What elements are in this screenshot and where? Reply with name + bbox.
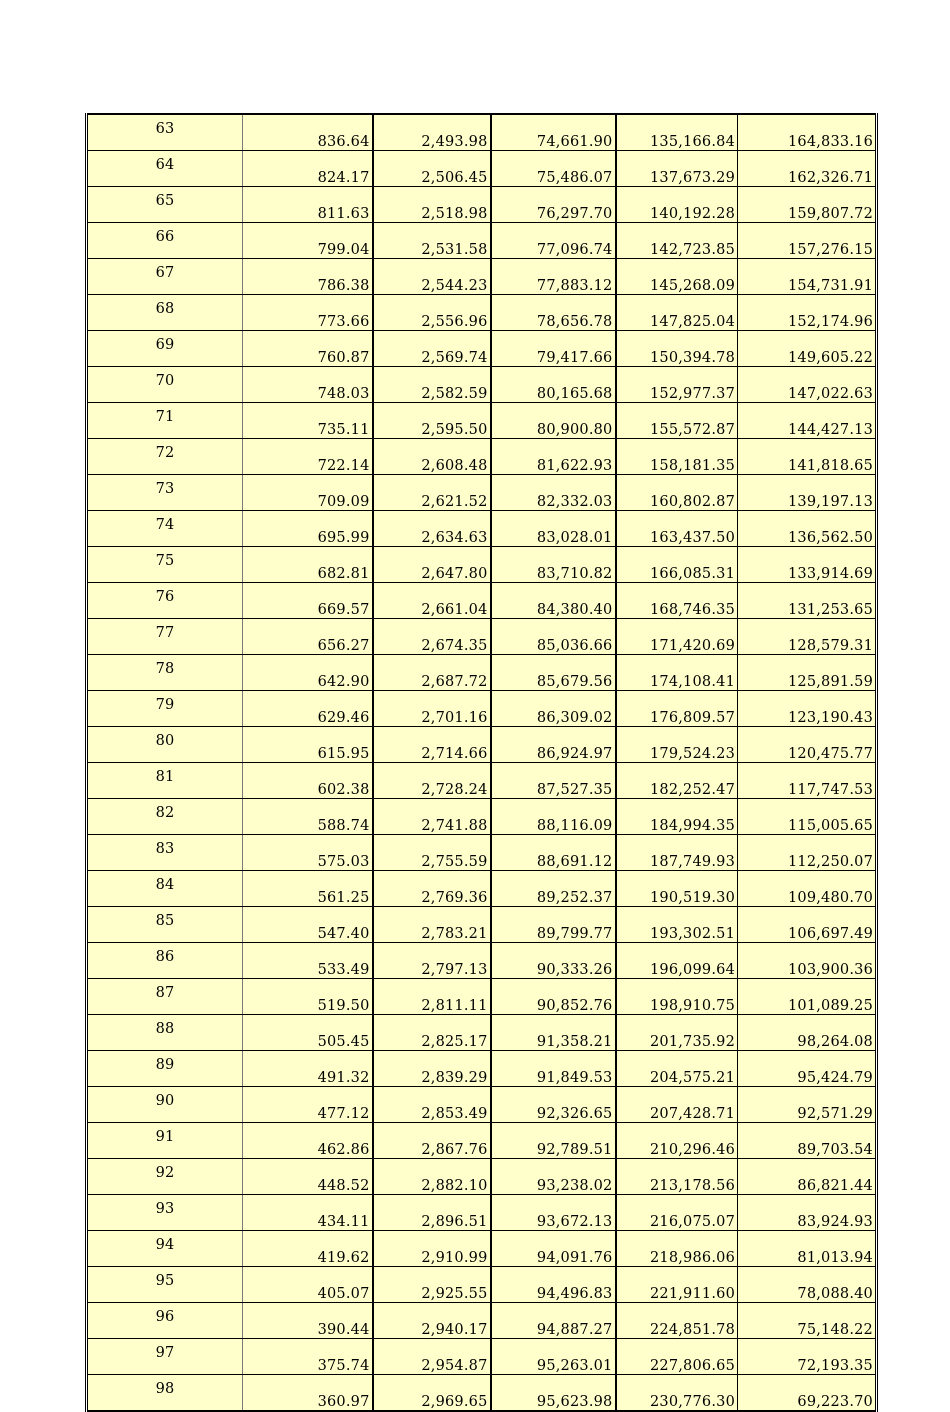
cumulative-principal-cell: 160,802.87 [616, 475, 738, 511]
table-row [87, 403, 877, 439]
balance-cell: 164,833.16 [738, 114, 877, 151]
principal-cell: 2,755.59 [373, 835, 491, 871]
table-row [87, 295, 877, 331]
balance-cell: 101,089.25 [738, 979, 877, 1015]
cumulative-principal-cell: 193,302.51 [616, 907, 738, 943]
period-cell: 81 [87, 763, 243, 799]
table-row [87, 1087, 877, 1123]
cumulative-principal-cell: 196,099.64 [616, 943, 738, 979]
interest-cell: 390.44 [243, 1303, 373, 1339]
principal-cell: 2,544.23 [373, 259, 491, 295]
balance-cell: 89,703.54 [738, 1123, 877, 1159]
period-cell: 74 [87, 511, 243, 547]
interest-cell: 709.09 [243, 475, 373, 511]
table-row [87, 979, 877, 1015]
principal-cell: 2,910.99 [373, 1231, 491, 1267]
amortization-table [85, 113, 878, 1412]
cumulative-principal-cell: 184,994.35 [616, 799, 738, 835]
interest-cell: 642.90 [243, 655, 373, 691]
period-cell: 93 [87, 1195, 243, 1231]
cumulative-principal-cell: 166,085.31 [616, 547, 738, 583]
balance-cell: 149,605.22 [738, 331, 877, 367]
interest-cell: 505.45 [243, 1015, 373, 1051]
table-row [87, 1159, 877, 1195]
cumulative-interest-cell: 83,710.82 [491, 547, 616, 583]
interest-cell: 360.97 [243, 1375, 373, 1412]
table-row [87, 1267, 877, 1303]
interest-cell: 811.63 [243, 187, 373, 223]
cumulative-principal-cell: 152,977.37 [616, 367, 738, 403]
interest-cell: 629.46 [243, 691, 373, 727]
cumulative-interest-cell: 90,333.26 [491, 943, 616, 979]
cumulative-interest-cell: 77,883.12 [491, 259, 616, 295]
table-row [87, 439, 877, 475]
cumulative-interest-cell: 82,332.03 [491, 475, 616, 511]
table-row [87, 871, 877, 907]
balance-cell: 128,579.31 [738, 619, 877, 655]
balance-cell: 162,326.71 [738, 151, 877, 187]
period-cell: 71 [87, 403, 243, 439]
cumulative-principal-cell: 207,428.71 [616, 1087, 738, 1123]
balance-cell: 152,174.96 [738, 295, 877, 331]
period-cell: 73 [87, 475, 243, 511]
interest-cell: 602.38 [243, 763, 373, 799]
interest-cell: 799.04 [243, 223, 373, 259]
principal-cell: 2,556.96 [373, 295, 491, 331]
principal-cell: 2,634.63 [373, 511, 491, 547]
cumulative-interest-cell: 90,852.76 [491, 979, 616, 1015]
period-cell: 97 [87, 1339, 243, 1375]
cumulative-principal-cell: 179,524.23 [616, 727, 738, 763]
balance-cell: 95,424.79 [738, 1051, 877, 1087]
cumulative-interest-cell: 95,623.98 [491, 1375, 616, 1412]
balance-cell: 115,005.65 [738, 799, 877, 835]
balance-cell: 139,197.13 [738, 475, 877, 511]
balance-cell: 136,562.50 [738, 511, 877, 547]
table-row [87, 583, 877, 619]
period-cell: 88 [87, 1015, 243, 1051]
period-cell: 84 [87, 871, 243, 907]
principal-cell: 2,714.66 [373, 727, 491, 763]
principal-cell: 2,621.52 [373, 475, 491, 511]
period-cell: 82 [87, 799, 243, 835]
principal-cell: 2,867.76 [373, 1123, 491, 1159]
cumulative-interest-cell: 85,679.56 [491, 655, 616, 691]
table-row [87, 835, 877, 871]
cumulative-interest-cell: 89,799.77 [491, 907, 616, 943]
cumulative-interest-cell: 89,252.37 [491, 871, 616, 907]
balance-cell: 81,013.94 [738, 1231, 877, 1267]
cumulative-principal-cell: 145,268.09 [616, 259, 738, 295]
period-cell: 89 [87, 1051, 243, 1087]
balance-cell: 125,891.59 [738, 655, 877, 691]
table-row [87, 907, 877, 943]
period-cell: 87 [87, 979, 243, 1015]
interest-cell: 419.62 [243, 1231, 373, 1267]
cumulative-principal-cell: 190,519.30 [616, 871, 738, 907]
interest-cell: 748.03 [243, 367, 373, 403]
cumulative-interest-cell: 79,417.66 [491, 331, 616, 367]
period-cell: 65 [87, 187, 243, 223]
interest-cell: 786.38 [243, 259, 373, 295]
balance-cell: 144,427.13 [738, 403, 877, 439]
cumulative-interest-cell: 81,622.93 [491, 439, 616, 475]
principal-cell: 2,940.17 [373, 1303, 491, 1339]
cumulative-principal-cell: 168,746.35 [616, 583, 738, 619]
cumulative-interest-cell: 93,238.02 [491, 1159, 616, 1195]
balance-cell: 109,480.70 [738, 871, 877, 907]
period-cell: 91 [87, 1123, 243, 1159]
table-row [87, 511, 877, 547]
principal-cell: 2,741.88 [373, 799, 491, 835]
cumulative-interest-cell: 76,297.70 [491, 187, 616, 223]
period-cell: 79 [87, 691, 243, 727]
balance-cell: 83,924.93 [738, 1195, 877, 1231]
table-row [87, 1231, 877, 1267]
table-row [87, 367, 877, 403]
table-row [87, 691, 877, 727]
principal-cell: 2,969.65 [373, 1375, 491, 1412]
table-body [87, 114, 877, 1411]
interest-cell: 561.25 [243, 871, 373, 907]
cumulative-principal-cell: 137,673.29 [616, 151, 738, 187]
cumulative-interest-cell: 88,691.12 [491, 835, 616, 871]
principal-cell: 2,811.11 [373, 979, 491, 1015]
balance-cell: 72,193.35 [738, 1339, 877, 1375]
table-row [87, 1051, 877, 1087]
principal-cell: 2,797.13 [373, 943, 491, 979]
cumulative-principal-cell: 176,809.57 [616, 691, 738, 727]
cumulative-interest-cell: 94,887.27 [491, 1303, 616, 1339]
principal-cell: 2,595.50 [373, 403, 491, 439]
cumulative-principal-cell: 158,181.35 [616, 439, 738, 475]
cumulative-interest-cell: 77,096.74 [491, 223, 616, 259]
principal-cell: 2,647.80 [373, 547, 491, 583]
interest-cell: 575.03 [243, 835, 373, 871]
principal-cell: 2,896.51 [373, 1195, 491, 1231]
period-cell: 70 [87, 367, 243, 403]
principal-cell: 2,954.87 [373, 1339, 491, 1375]
principal-cell: 2,769.36 [373, 871, 491, 907]
cumulative-interest-cell: 83,028.01 [491, 511, 616, 547]
cumulative-principal-cell: 216,075.07 [616, 1195, 738, 1231]
period-cell: 67 [87, 259, 243, 295]
cumulative-principal-cell: 150,394.78 [616, 331, 738, 367]
cumulative-interest-cell: 78,656.78 [491, 295, 616, 331]
cumulative-interest-cell: 92,789.51 [491, 1123, 616, 1159]
principal-cell: 2,839.29 [373, 1051, 491, 1087]
balance-cell: 154,731.91 [738, 259, 877, 295]
cumulative-interest-cell: 87,527.35 [491, 763, 616, 799]
interest-cell: 695.99 [243, 511, 373, 547]
period-cell: 98 [87, 1375, 243, 1412]
cumulative-interest-cell: 91,849.53 [491, 1051, 616, 1087]
cumulative-interest-cell: 91,358.21 [491, 1015, 616, 1051]
interest-cell: 722.14 [243, 439, 373, 475]
table-row [87, 1303, 877, 1339]
period-cell: 85 [87, 907, 243, 943]
principal-cell: 2,687.72 [373, 655, 491, 691]
interest-cell: 760.87 [243, 331, 373, 367]
principal-cell: 2,925.55 [373, 1267, 491, 1303]
balance-cell: 103,900.36 [738, 943, 877, 979]
cumulative-principal-cell: 201,735.92 [616, 1015, 738, 1051]
table-row [87, 799, 877, 835]
table-row [87, 1375, 877, 1412]
period-cell: 95 [87, 1267, 243, 1303]
principal-cell: 2,674.35 [373, 619, 491, 655]
table-row [87, 763, 877, 799]
interest-cell: 836.64 [243, 114, 373, 151]
cumulative-principal-cell: 213,178.56 [616, 1159, 738, 1195]
cumulative-interest-cell: 88,116.09 [491, 799, 616, 835]
period-cell: 72 [87, 439, 243, 475]
principal-cell: 2,661.04 [373, 583, 491, 619]
period-cell: 75 [87, 547, 243, 583]
interest-cell: 448.52 [243, 1159, 373, 1195]
interest-cell: 735.11 [243, 403, 373, 439]
cumulative-principal-cell: 147,825.04 [616, 295, 738, 331]
interest-cell: 533.49 [243, 943, 373, 979]
principal-cell: 2,608.48 [373, 439, 491, 475]
principal-cell: 2,701.16 [373, 691, 491, 727]
balance-cell: 78,088.40 [738, 1267, 877, 1303]
principal-cell: 2,582.59 [373, 367, 491, 403]
principal-cell: 2,506.45 [373, 151, 491, 187]
table-row [87, 547, 877, 583]
cumulative-interest-cell: 85,036.66 [491, 619, 616, 655]
period-cell: 90 [87, 1087, 243, 1123]
interest-cell: 462.86 [243, 1123, 373, 1159]
cumulative-interest-cell: 75,486.07 [491, 151, 616, 187]
balance-cell: 141,818.65 [738, 439, 877, 475]
cumulative-principal-cell: 140,192.28 [616, 187, 738, 223]
table-row [87, 259, 877, 295]
interest-cell: 656.27 [243, 619, 373, 655]
table-row [87, 727, 877, 763]
table-row [87, 1195, 877, 1231]
interest-cell: 491.32 [243, 1051, 373, 1087]
principal-cell: 2,531.58 [373, 223, 491, 259]
cumulative-principal-cell: 221,911.60 [616, 1267, 738, 1303]
principal-cell: 2,783.21 [373, 907, 491, 943]
balance-cell: 123,190.43 [738, 691, 877, 727]
cumulative-principal-cell: 187,749.93 [616, 835, 738, 871]
balance-cell: 157,276.15 [738, 223, 877, 259]
cumulative-interest-cell: 80,900.80 [491, 403, 616, 439]
cumulative-principal-cell: 174,108.41 [616, 655, 738, 691]
interest-cell: 547.40 [243, 907, 373, 943]
cumulative-principal-cell: 163,437.50 [616, 511, 738, 547]
period-cell: 63 [87, 114, 243, 151]
balance-cell: 86,821.44 [738, 1159, 877, 1195]
interest-cell: 519.50 [243, 979, 373, 1015]
principal-cell: 2,853.49 [373, 1087, 491, 1123]
cumulative-principal-cell: 198,910.75 [616, 979, 738, 1015]
balance-cell: 92,571.29 [738, 1087, 877, 1123]
cumulative-interest-cell: 94,496.83 [491, 1267, 616, 1303]
period-cell: 69 [87, 331, 243, 367]
cumulative-principal-cell: 210,296.46 [616, 1123, 738, 1159]
table-row [87, 187, 877, 223]
balance-cell: 98,264.08 [738, 1015, 877, 1051]
period-cell: 77 [87, 619, 243, 655]
interest-cell: 615.95 [243, 727, 373, 763]
period-cell: 96 [87, 1303, 243, 1339]
table-row [87, 331, 877, 367]
table-row [87, 114, 877, 151]
period-cell: 66 [87, 223, 243, 259]
table-row [87, 655, 877, 691]
balance-cell: 120,475.77 [738, 727, 877, 763]
table-row [87, 475, 877, 511]
principal-cell: 2,882.10 [373, 1159, 491, 1195]
cumulative-principal-cell: 135,166.84 [616, 114, 738, 151]
table-row [87, 1015, 877, 1051]
principal-cell: 2,825.17 [373, 1015, 491, 1051]
interest-cell: 824.17 [243, 151, 373, 187]
interest-cell: 375.74 [243, 1339, 373, 1375]
period-cell: 86 [87, 943, 243, 979]
cumulative-principal-cell: 224,851.78 [616, 1303, 738, 1339]
balance-cell: 131,253.65 [738, 583, 877, 619]
cumulative-interest-cell: 93,672.13 [491, 1195, 616, 1231]
period-cell: 83 [87, 835, 243, 871]
cumulative-principal-cell: 204,575.21 [616, 1051, 738, 1087]
interest-cell: 682.81 [243, 547, 373, 583]
balance-cell: 112,250.07 [738, 835, 877, 871]
period-cell: 68 [87, 295, 243, 331]
principal-cell: 2,569.74 [373, 331, 491, 367]
balance-cell: 147,022.63 [738, 367, 877, 403]
table-row [87, 943, 877, 979]
period-cell: 92 [87, 1159, 243, 1195]
cumulative-interest-cell: 74,661.90 [491, 114, 616, 151]
cumulative-principal-cell: 218,986.06 [616, 1231, 738, 1267]
table-row [87, 151, 877, 187]
table-row [87, 223, 877, 259]
cumulative-principal-cell: 182,252.47 [616, 763, 738, 799]
period-cell: 80 [87, 727, 243, 763]
cumulative-interest-cell: 86,924.97 [491, 727, 616, 763]
balance-cell: 117,747.53 [738, 763, 877, 799]
period-cell: 94 [87, 1231, 243, 1267]
cumulative-principal-cell: 142,723.85 [616, 223, 738, 259]
cumulative-interest-cell: 94,091.76 [491, 1231, 616, 1267]
cumulative-interest-cell: 84,380.40 [491, 583, 616, 619]
cumulative-principal-cell: 155,572.87 [616, 403, 738, 439]
balance-cell: 69,223.70 [738, 1375, 877, 1412]
period-cell: 76 [87, 583, 243, 619]
cumulative-principal-cell: 227,806.65 [616, 1339, 738, 1375]
cumulative-principal-cell: 230,776.30 [616, 1375, 738, 1412]
principal-cell: 2,518.98 [373, 187, 491, 223]
interest-cell: 405.07 [243, 1267, 373, 1303]
period-cell: 78 [87, 655, 243, 691]
period-cell: 64 [87, 151, 243, 187]
cumulative-interest-cell: 86,309.02 [491, 691, 616, 727]
interest-cell: 434.11 [243, 1195, 373, 1231]
balance-cell: 75,148.22 [738, 1303, 877, 1339]
interest-cell: 669.57 [243, 583, 373, 619]
interest-cell: 477.12 [243, 1087, 373, 1123]
table-row [87, 1123, 877, 1159]
balance-cell: 133,914.69 [738, 547, 877, 583]
cumulative-interest-cell: 95,263.01 [491, 1339, 616, 1375]
balance-cell: 106,697.49 [738, 907, 877, 943]
principal-cell: 2,728.24 [373, 763, 491, 799]
balance-cell: 159,807.72 [738, 187, 877, 223]
table-row [87, 619, 877, 655]
cumulative-principal-cell: 171,420.69 [616, 619, 738, 655]
interest-cell: 588.74 [243, 799, 373, 835]
cumulative-interest-cell: 80,165.68 [491, 367, 616, 403]
cumulative-interest-cell: 92,326.65 [491, 1087, 616, 1123]
interest-cell: 773.66 [243, 295, 373, 331]
principal-cell: 2,493.98 [373, 114, 491, 151]
